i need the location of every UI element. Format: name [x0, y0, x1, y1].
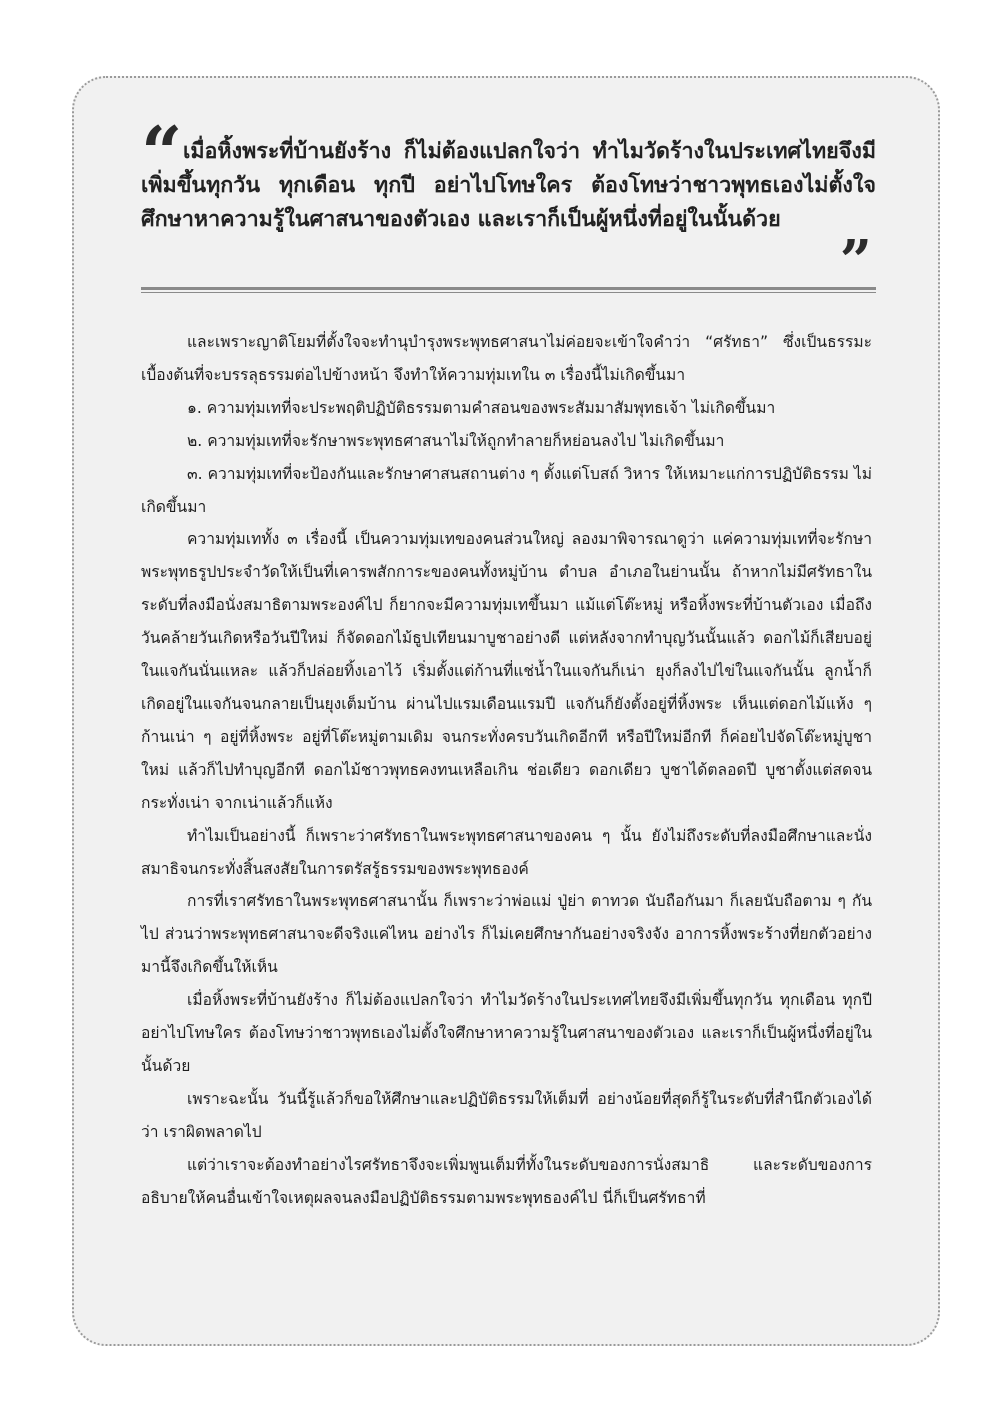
- paragraph: ๒. ความทุ่มเทที่จะรักษาพระพุทธศาสนาไม่ให้ถูกทำลายก็หย่อนลงไป ไม่เกิดขึ้นมา: [187, 431, 725, 450]
- quote-divider: [141, 287, 876, 293]
- paragraph: ทำไมเป็นอย่างนี้ ก็เพราะว่าศรัทธาในพระพุทธศาสนาของคน ๆ นั้น ยังไม่ถึงระดับที่ลงมือศึกษาและนั่งสมาธิจนกระทั่งสิ้นสงสัยในการตรัสรู้ธรรมของพระพุทธองค์: [141, 826, 872, 878]
- open-quote-mark: “: [141, 110, 183, 195]
- paragraph: และเพราะญาติโยมที่ตั้งใจจะทำนุบำรุงพระพุทธศาสนาไม่ค่อยจะเข้าใจคำว่า “ศรัทธา” ซึ่งเป็นธรรมะเบื้องต้นที่จะบรรลุธรรมต่อไปข้างหน้า จึงทำให้ความทุ่มเทใน ๓ เรื่องนี้ไม่เกิดขึ้นมา: [141, 333, 872, 384]
- paragraph: ความทุ่มเททั้ง ๓ เรื่องนี้ เป็นความทุ่มเทของคนส่วนใหญ่ ลองมาพิจารณาดูว่า แค่ความทุ่มเทที่จะรักษาพระพุทธรูปประจำวัดให้เป็นที่เคารพสักการะของคนทั้งหมู่บ้าน ตำบล อำเภอในย่านนั้น ถ้าหากไม่มีศรัทธาในระดับที่ลงมือนั่งสมาธิตามพระองค์ไป ก็ยากจะมีความทุ่มเทขึ้นมา แม้แต่โต๊ะหมู่ หรือหิ้งพระที่บ้านตัวเอง เมื่อถึงวันคล้ายวันเกิดหรือวันปีใหม่ ก็จัดดอกไม้ธูปเทียนมาบูชาอย่างดี แต่หลังจากทำบุญวันนั้นแล้ว ดอกไม้ก็เสียบอยู่ในแจกันนั่นแหละ แล้วก็ปล่อยทิ้งเอาไว้ เริ่มตั้งแต่ก้านที่แช่น้ำในแจกันก็เน่า ยุงก็ลงไปไข่ในแจกันนั้น ลูกน้ำก็เกิดอยู่ในแจกันจนกลายเป็นยุงเต็มบ้าน ผ่านไปแรมเดือนแรมปี แจกันก็ยังตั้งอยู่ที่หิ้งพระ เห็นแต่ดอกไม้แห้ง ๆ ก้านเน่า ๆ อยู่ที่หิ้งพระ อยู่ที่โต๊ะหมู่ตามเดิม จนกระทั่งครบวันเกิดอีกที หรือปีใหม่อีกที ก็ค่อยไปจัดโต๊ะหมู่บูชาใหม่ แล้วก็ไปทำบุญอีกที ดอกไม้ชาวพุทธคงทนเหลือเกิน ช่อเดียว ดอกเดียว บูชาได้ตลอดปี บูชาตั้งแต่สดจนกระทั่งเน่า จากเน่าแล้วก็แห้ง: [141, 530, 872, 812]
- paragraph: เมื่อหิ้งพระที่บ้านยังร้าง ก็ไม่ต้องแปลกใจว่า ทำไมวัดร้างในประเทศไทยจึงมีเพิ่มขึ้นทุกวัน ทุกเดือน ทุกปี อย่าไปโทษใคร ต้องโทษว่าชาวพุทธเองไม่ตั้งใจศึกษาหาความรู้ในศาสนาของตัวเอง และเราก็เป็นผู้หนึ่งที่อยู่ในนั้นด้วย: [141, 991, 872, 1075]
- paragraph: เพราะฉะนั้น วันนี้รู้แล้วก็ขอให้ศึกษาและปฏิบัติธรรมให้เต็มที่ อย่างน้อยที่สุดก็รู้ในระดับที่สำนึกตัวเองได้ว่า เราผิดพลาดไป: [141, 1089, 872, 1141]
- paragraph: แต่ว่าเราจะต้องทำอย่างไรศรัทธาจึงจะเพิ่มพูนเต็มที่ทั้งในระดับของการนั่งสมาธิ และระดับของการอธิบายให้คนอื่นเข้าใจเหตุผลจนลงมือปฏิบัติธรรมตามพระพุทธองค์ไป นี่ก็เป็นศรัทธาที่: [141, 1155, 872, 1207]
- close-quote-mark: ”: [839, 228, 872, 294]
- pull-quote: [141, 110, 876, 294]
- paragraph: ๓. ความทุ่มเทที่จะป้องกันและรักษาศาสนสถานต่าง ๆ ตั้งแต่โบสถ์ วิหาร ให้เหมาะแก่การปฏิบัติธรรม ไม่เกิดขึ้นมา: [141, 464, 872, 516]
- paragraph: ๑. ความทุ่มเทที่จะประพฤติปฏิบัติธรรมตามคำสอนของพระสัมมาสัมพุทธเจ้า ไม่เกิดขึ้นมา: [187, 398, 776, 417]
- pull-quote-text: เมื่อหิ้งพระที่บ้านยังร้าง ก็ไม่ต้องแปลกใจว่า ทำไมวัดร้างในประเทศไทยจึงมีเพิ่มขึ้นทุกวัน ทุกเดือน ทุกปี อย่าไปโทษใคร ต้องโทษว่าชาวพุทธเองไม่ตั้งใจศึกษาหาความรู้ในศาสนาของตัวเอง และเราก็เป็นผู้หนึ่งที่อยู่ในนั้นด้วย: [141, 139, 876, 232]
- paragraph: การที่เราศรัทธาในพระพุทธศาสนานั้น ก็เพราะว่าพ่อแม่ ปู่ย่า ตาทวด นับถือกันมา ก็เลยนับถือตาม ๆ กันไป ส่วนว่าพระพุทธศาสนาจะดีจริงแค่ไหน อย่างไร ก็ไม่เคยศึกษากันอย่างจริงจัง อาการหิ้งพระร้างที่ยกตัวอย่างมานี้จึงเกิดขึ้นให้เห็น: [141, 892, 872, 977]
- body-text: [141, 326, 872, 1214]
